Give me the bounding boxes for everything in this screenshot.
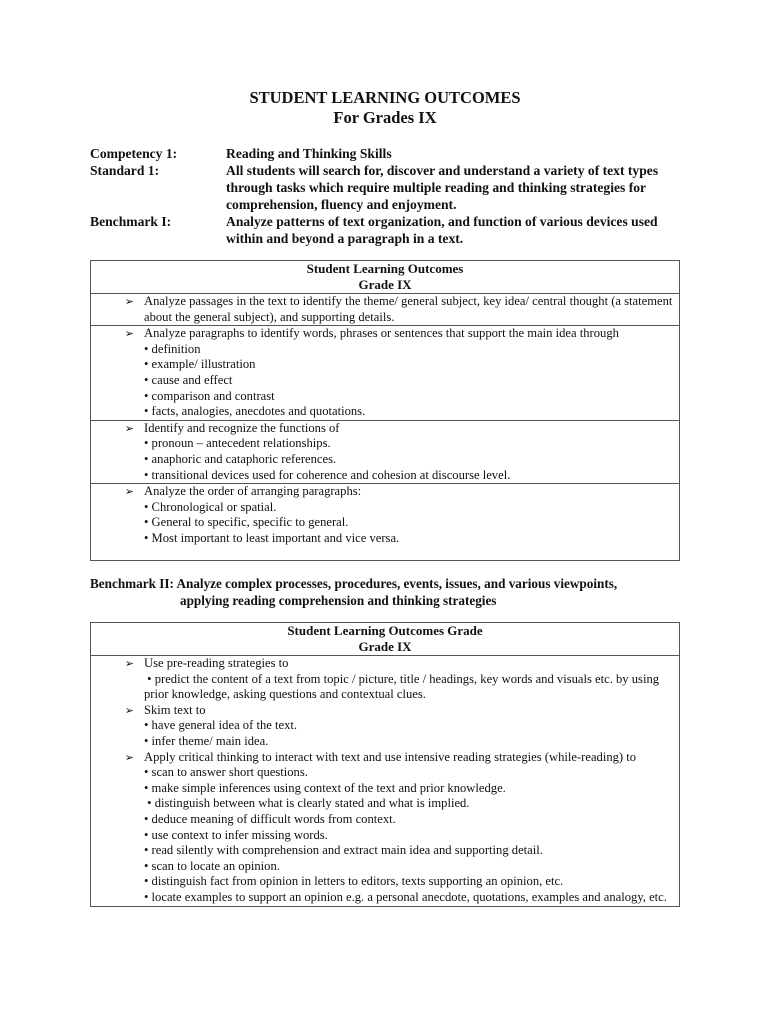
outcome-subpoint: • comparison and contrast — [144, 388, 275, 403]
outcome-subpoint: • pronoun – antecedent relationships. — [144, 436, 331, 451]
outcome-subpoint: • infer theme/ main idea. — [144, 733, 269, 748]
outcome-subpoint: • distinguish between what is clearly stated and what is implied. — [144, 796, 470, 811]
arrow-bullet-icon: ➢ — [124, 295, 134, 308]
benchmark2-line-2: applying reading comprehension and thinking strategies — [180, 592, 497, 608]
table2-header-cell — [91, 623, 680, 656]
outcome-subpoint: • make simple inferences using context of the text and prior knowledge. — [144, 780, 506, 795]
outcome-subpoint: • cause and effect — [144, 372, 233, 387]
outcome-subpoint: • facts, analogies, anecdotes and quotations. — [144, 404, 366, 419]
outcome-text: Analyze passages in the text to identify the theme/ general subject, key idea/ central thought (a statement about the general subject), and supporting details. — [144, 294, 673, 324]
arrow-bullet-icon: ➢ — [124, 703, 134, 717]
outcome-text: Apply critical thinking to interact with text and use intensive reading strategies (while-reading) to — [144, 749, 637, 764]
outcome-text: Analyze paragraphs to identify words, phrases or sentences that support the main idea through — [144, 326, 619, 341]
table-row — [91, 656, 680, 907]
competency-block — [90, 145, 690, 247]
outcome-text: Use pre-reading strategies to — [144, 656, 289, 670]
document-title: STUDENT LEARNING OUTCOMES — [249, 88, 521, 107]
outcome-subpoint: • have general idea of the text. — [144, 718, 298, 733]
outcome-text: Skim text to — [144, 702, 206, 717]
outcome-subpoint: • General to specific, specific to general. — [144, 515, 349, 530]
competency-value: Reading and Thinking Skills — [226, 146, 392, 161]
benchmark1-value: Analyze patterns of text organization, and function of various devices used within and beyond a paragraph in a text. — [226, 214, 658, 246]
competency-label: Competency 1: — [90, 146, 178, 161]
title-block — [0, 88, 770, 128]
outcome-subpoint: • scan to answer short questions. — [144, 765, 308, 780]
standard-row — [90, 162, 690, 213]
table-row — [91, 420, 680, 483]
benchmark2-block — [90, 576, 690, 609]
table-row — [91, 294, 680, 326]
table1-row-3 — [91, 420, 680, 483]
table-row — [91, 484, 680, 561]
standard-value: All students will search for, discover and understand a variety of text types through tasks which require multiple reading and thinking strategies for comprehension, fluency and enjoyment. — [226, 163, 659, 212]
competency-row — [90, 145, 690, 162]
arrow-bullet-icon: ➢ — [124, 750, 134, 764]
arrow-bullet-icon: ➢ — [124, 421, 134, 435]
arrow-bullet-icon: ➢ — [124, 327, 134, 341]
outcome-subpoint: • deduce meaning of difficult words from context. — [144, 811, 396, 826]
outcome-subpoint: • use context to infer missing words. — [144, 827, 328, 842]
benchmark1-label: Benchmark I: — [90, 214, 172, 229]
table2-grade: Grade IX — [358, 639, 412, 654]
benchmark1-row — [90, 213, 690, 247]
list-item — [91, 656, 679, 703]
outcome-subpoint: • scan to locate an opinion. — [144, 858, 280, 873]
outcome-subpoint: • anaphoric and cataphoric references. — [144, 451, 337, 466]
benchmark2-line-1: Benchmark II: Analyze complex processes, procedures, events, issues, and various viewpoints, — [90, 576, 618, 591]
outcome-subpoint: • Most important to least important and vice versa. — [144, 530, 400, 545]
outcome-subpoint: • locate examples to support an opinion e.g. a personal anecdote, quotations, examples and analogy, etc. — [144, 889, 667, 904]
outcome-subpoint: • transitional devices used for coherence and cohesion at discourse level. — [144, 467, 511, 482]
table1-heading: Student Learning Outcomes — [306, 261, 464, 276]
outcomes-table-1 — [90, 260, 680, 561]
table1-header-row — [91, 261, 680, 294]
arrow-bullet-icon: ➢ — [124, 485, 134, 499]
table1-row-4 — [91, 484, 680, 561]
table2-heading: Student Learning Outcomes Grade — [287, 623, 483, 638]
outcome-subpoint: • Chronological or spatial. — [144, 499, 277, 514]
table1-row-1 — [91, 294, 680, 326]
outcome-text: Analyze the order of arranging paragraphs: — [144, 484, 362, 499]
document-subtitle: For Grades IX — [333, 108, 437, 127]
standard-label: Standard 1: — [90, 163, 160, 178]
outcomes-table-2 — [90, 622, 680, 907]
outcome-text: Identify and recognize the functions of — [144, 420, 340, 435]
outcome-subpoint: • predict the content of a text from topic / picture, title / headings, key words and visuals etc. by using prior knowledge, asking questions and contextual clues. — [144, 671, 663, 702]
arrow-bullet-icon: ➢ — [124, 657, 134, 670]
table1-row-2 — [91, 326, 680, 421]
table-row — [91, 326, 680, 421]
outcome-subpoint: • distinguish fact from opinion in letters to editors, texts supporting an opinion, etc. — [144, 874, 564, 889]
outcome-subpoint: • read silently with comprehension and extract main idea and supporting detail. — [144, 843, 543, 858]
table1-header-cell — [91, 261, 680, 294]
outcome-subpoint: • definition — [144, 341, 201, 356]
table1-grade: Grade IX — [358, 277, 412, 292]
list-item — [91, 703, 679, 750]
table2-header-row — [91, 623, 680, 656]
table2-body — [91, 656, 680, 907]
outcome-subpoint: • example/ illustration — [144, 357, 256, 372]
list-item — [91, 750, 679, 906]
